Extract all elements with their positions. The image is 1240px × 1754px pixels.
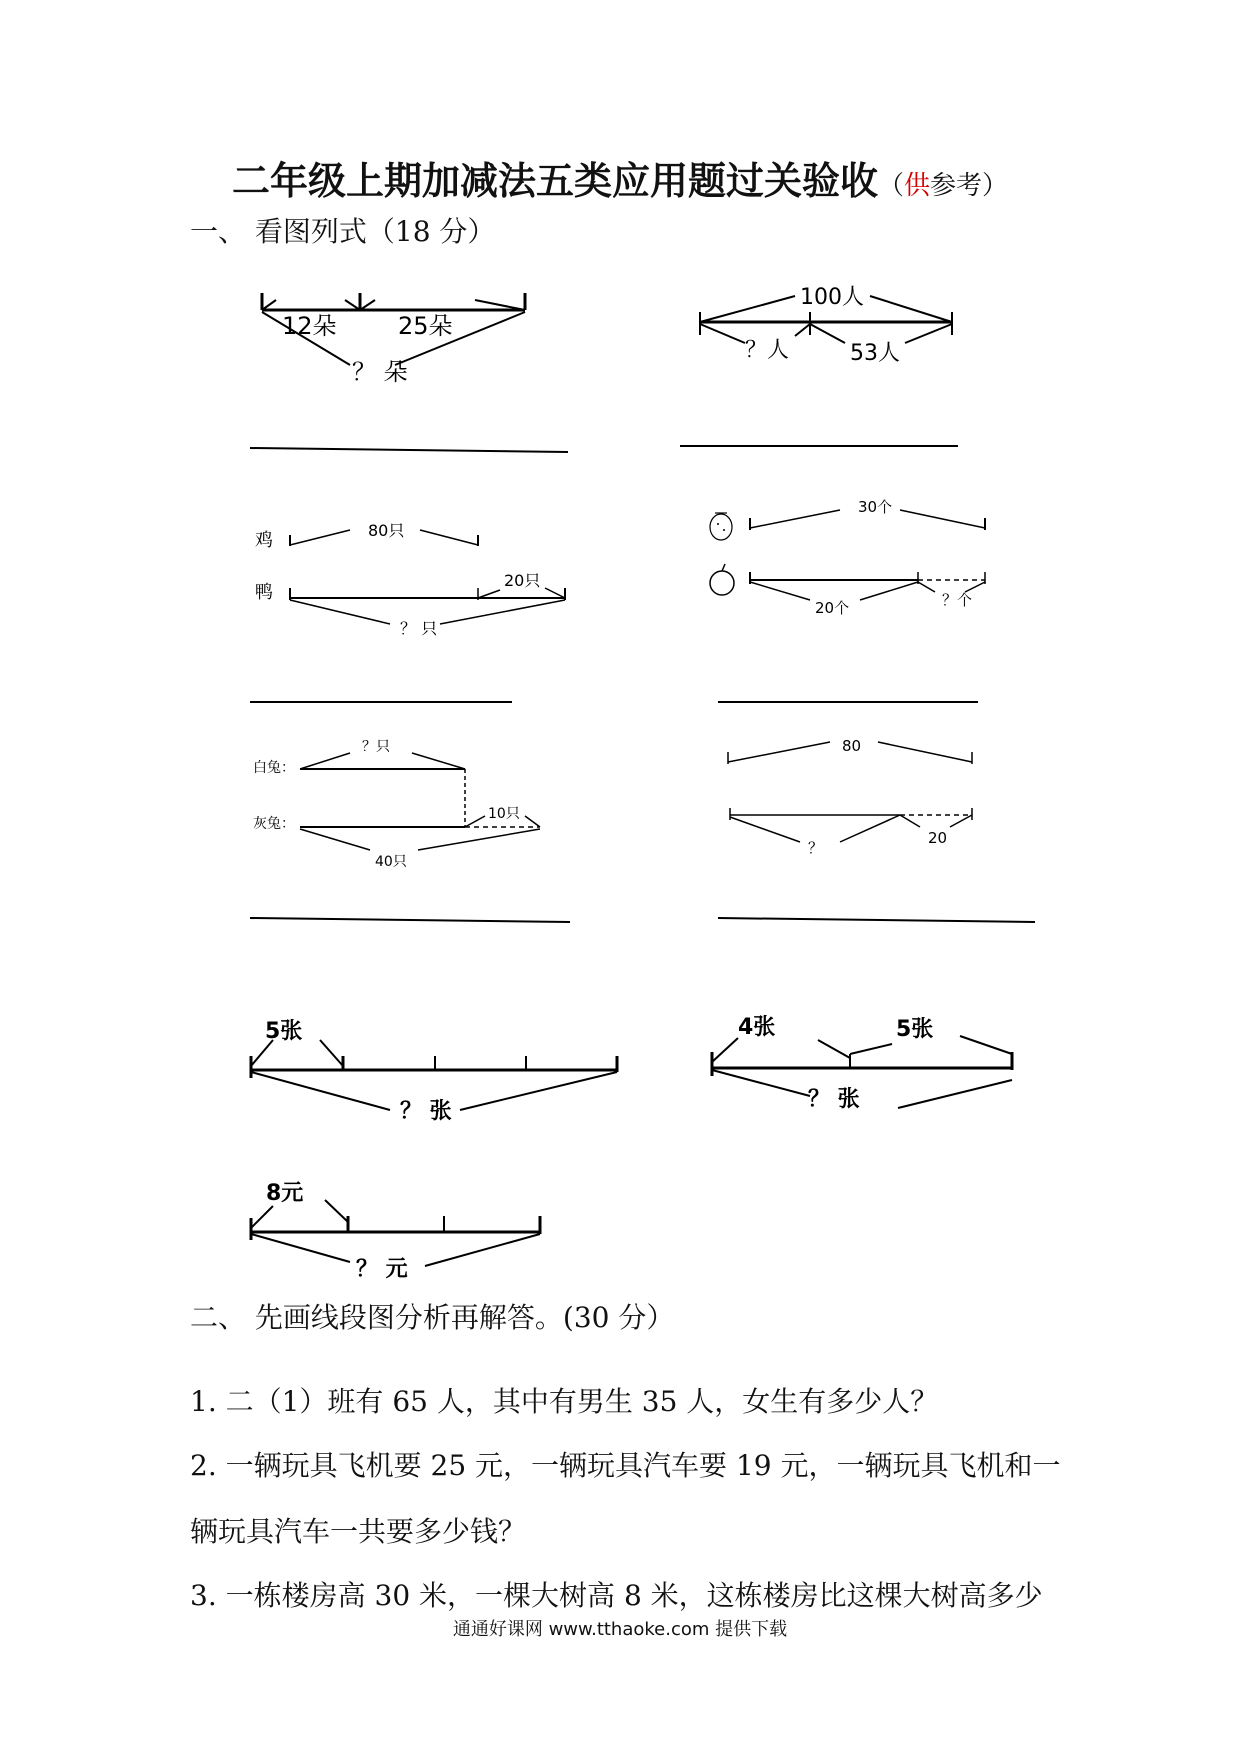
diagram-4 bbox=[710, 498, 985, 702]
d3-row1: 鸡 bbox=[255, 530, 273, 551]
strawberry-icon bbox=[710, 513, 732, 540]
diagram-3 bbox=[250, 521, 565, 702]
d6-label-diff: 20 bbox=[928, 829, 948, 847]
d1-label-total: ？ 朵 bbox=[352, 358, 408, 386]
page-footer: 通通好课网 www.tthaoke.com 提供下载 bbox=[452, 1619, 788, 1640]
diagram-5 bbox=[250, 739, 570, 922]
d2-label-a: ？人 bbox=[745, 338, 790, 363]
d9-label-total: ？ 元 bbox=[356, 1257, 408, 1282]
d7-label-total: ？ 张 bbox=[400, 1099, 452, 1124]
d8-label-b: 5张 bbox=[896, 1017, 934, 1042]
d8-label-a: 4张 bbox=[738, 1015, 776, 1040]
d2-label-b: 53人 bbox=[850, 341, 900, 366]
d2-label-total: 100人 bbox=[800, 285, 864, 310]
d4-label-top: 30个 bbox=[858, 498, 893, 516]
d5-label-diff: 10只 bbox=[488, 806, 520, 822]
diagram-2 bbox=[680, 285, 958, 446]
d4-label-missing: ？个 bbox=[942, 591, 973, 609]
d3-label-total: ？ 只 bbox=[400, 619, 438, 638]
diagram-6 bbox=[718, 737, 1035, 922]
diagram-1 bbox=[250, 293, 568, 452]
d4-label-bottom: 20个 bbox=[815, 599, 850, 617]
d9-label-part: 8元 bbox=[266, 1181, 304, 1206]
diagram-7 bbox=[251, 1019, 617, 1124]
d5-label-bottom: 40只 bbox=[375, 854, 407, 870]
d5-row1: 白兔： bbox=[253, 760, 295, 776]
diagram-9 bbox=[251, 1181, 540, 1282]
d7-label-part: 5张 bbox=[265, 1019, 303, 1044]
section-2-heading: 二、 先画线段图分析再解答。(30 分） bbox=[190, 1301, 675, 1334]
title-text: 二年级上期加减法五类应用题过关验收 bbox=[231, 158, 878, 203]
question-2: 2. 一辆玩具飞机要 25 元，一辆玩具汽车要 19 元，一辆玩具飞机和一 bbox=[190, 1449, 1061, 1482]
question-3: 3. 一栋楼房高 30 米，一棵大树高 8 米，这栋楼房比这棵大树高多少 bbox=[190, 1579, 1043, 1612]
title-note: （供参考） bbox=[877, 171, 1009, 201]
d6-label-bottom: ？ bbox=[808, 839, 824, 857]
question-1: 1. 二（1）班有 65 人，其中有男生 35 人，女生有多少人？ bbox=[190, 1385, 939, 1418]
d3-label-extra: 20只 bbox=[504, 571, 541, 590]
d1-label-b: 25朵 bbox=[398, 312, 453, 340]
question-2-cont: 辆玩具汽车一共要多少钱？ bbox=[190, 1515, 527, 1548]
d5-row2: 灰兔： bbox=[253, 816, 295, 832]
d3-row2: 鸭 bbox=[255, 582, 273, 603]
apple-icon bbox=[710, 564, 734, 595]
d1-label-a: 12朵 bbox=[282, 312, 337, 340]
diagram-8 bbox=[712, 1015, 1012, 1112]
d3-label-top: 80只 bbox=[368, 521, 405, 540]
d6-label-top: 80 bbox=[842, 737, 862, 755]
title-note-red: 供 bbox=[904, 171, 931, 201]
d5-label-top: ？只 bbox=[362, 739, 390, 755]
d8-label-total: ？ 张 bbox=[808, 1087, 860, 1112]
section-1-heading: 一、 看图列式（18 分） bbox=[190, 215, 496, 248]
